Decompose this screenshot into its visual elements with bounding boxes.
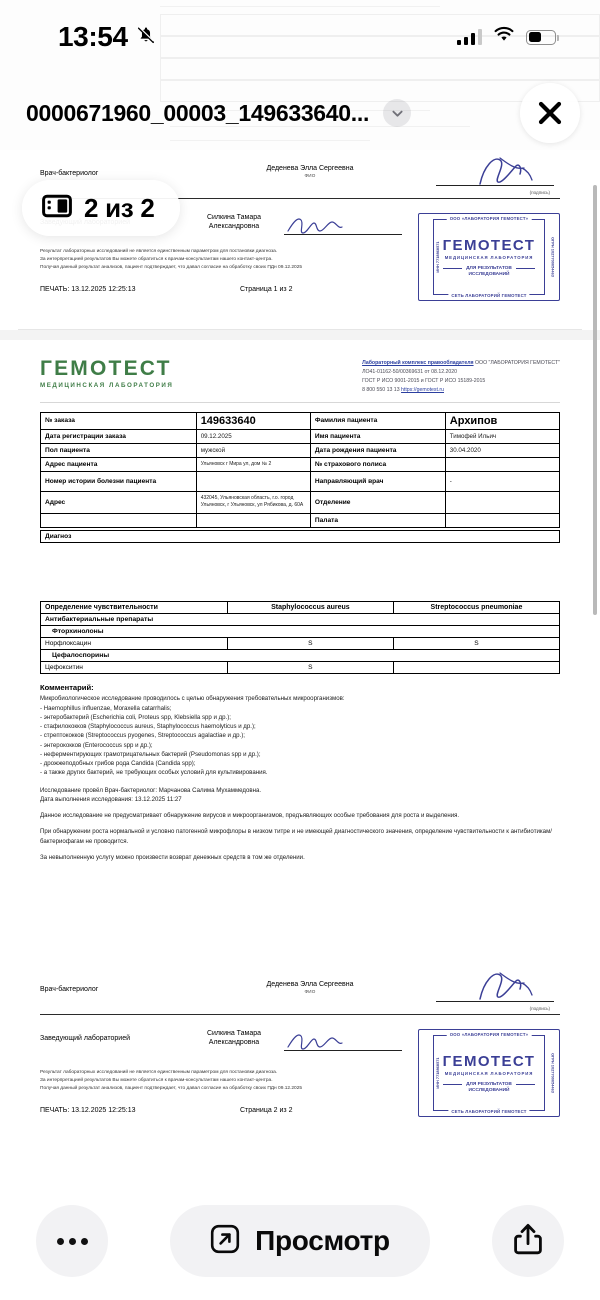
head-role: Заведующий лабораторией [40,1035,130,1042]
legal-line-2: За интерпретацией результатов Вы можете обратиться к врачам-консультантам нашего контакт-центра. [40,1077,273,1083]
stamp-mid-text: ДЛЯ РЕЗУЛЬТАТОВ [466,1081,512,1087]
table-header-row [41,601,560,613]
table-row [41,637,560,649]
signature-block [40,980,560,1117]
row-label-referring-doctor: Направляющий врач [310,471,445,491]
stamp-subtitle: МЕДИЦИНСКАЯ ЛАБОРАТОРИЯ [444,1070,534,1076]
title-bar [0,78,600,148]
comments-performed-date: Дата выполнения исследования: 13.12.2025 11:27 [40,795,182,803]
sens-col-header-0: Определение чувствительности [41,601,228,613]
row-value-patient-address: Ульяновск г Мира ул, дом № 2 [196,457,310,471]
table-row [41,661,560,673]
sens-drug-norfloxacin-v1: S [227,637,393,649]
row-value-department [445,491,559,513]
prev-head-name-1: Силкина Тамара [206,214,262,221]
row-label-patient-address: Адрес пациента [41,457,197,471]
comments-title: Комментарий: [40,682,94,692]
row-label-reg-date: Дата регистрации заказа [41,429,197,443]
wifi-icon [493,26,515,48]
table-row [41,491,560,513]
comments-bullet-2: - стафилококков (Staphylococcus aureus, Staphylococcus haemolyticus и др.); [40,723,256,730]
prev-stamp-mid: ДЛЯ РЕЗУЛЬТАТОВ [466,265,512,271]
doctor-name-caption: ФИО [304,989,316,995]
page-indicator-label: 2 из 2 [84,192,155,223]
row-value-address: 432045, Ульяновская область, г.о. город Ульяновск, г Ульяновск, ул Рябикова, д. 60А [196,491,310,513]
header-link-owner[interactable]: Лабораторный комплекс правообладателя [362,360,474,366]
prev-head-name-2: Александровна [208,223,260,231]
head-signature [278,1029,408,1055]
stamp-ogrn: ОГРН 1027700054463 [550,1053,556,1093]
preview-button-label: Просмотр [255,1225,390,1256]
table-row [41,443,560,457]
more-icon [57,1238,88,1245]
table-row [41,649,560,661]
row-value-order-no: 149633640 [196,412,310,429]
row-label-surname: Фамилия пациента [310,412,445,429]
header-phone: 8 800 550 13 13 [362,386,402,393]
sens-drug-cefoxitin-v2 [393,661,559,673]
table-row [41,457,560,471]
sens-col-header-1: Staphylococcus aureus [227,601,393,613]
share-icon [513,1222,543,1261]
sensitivity-table [40,601,560,674]
header-license: ЛО41-01162-50/00369631 от 08.12.2020 [362,368,458,375]
diagnosis-label: Диагноз [45,532,72,540]
comments-bullet-5: - неферментирующих грамотрицательных бактерий (Pseudomonas spp и др.); [40,750,261,758]
row-label-address: Адрес [41,491,197,513]
gemotest-logo [40,356,173,389]
header-gost: ГОСТ Р ИСО 9001-2015 и ГОСТ Р ИСО 15189-2015 [362,377,486,384]
comments-section [40,683,560,862]
status-time: 13:54 [58,21,128,52]
table-row [41,471,560,491]
stamp-inn: ИНН 7718868571 [435,1057,441,1089]
bottom-toolbar [0,1200,600,1300]
stamp-bottom-text: СЕТЬ ЛАБОРАТОРИЙ ГЕМОТЕСТ [448,1109,529,1114]
row-label-firstname: Имя пациента [310,429,445,443]
open-external-icon [210,1224,240,1259]
row-label-order-no: № заказа [41,412,197,429]
row-value-referring-doctor: - [445,471,559,491]
row-value-case-history [196,471,310,491]
doctor-signature [430,980,560,1011]
sens-col-header-2: Streptococcus pneumoniae [393,601,559,613]
sens-drug-cefoxitin-v1: S [227,661,393,673]
header-website-link[interactable]: https://gemotest.ru [401,386,444,393]
comments-paragraph-3: За невыполненную услугу можно произвести возврат денежных средств в том же отделении. [40,853,305,861]
comments-paragraph-2: При обнаружении роста нормальной и условно патогенной микрофлоры в низком титре и не имеющей диагностического значения, определение чувствительности к антибиотикам/бактериофагам не проводится. [40,828,552,845]
doctor-name: Деденева Элла Сергеевна [266,981,354,988]
comments-bullet-0: - Haemophillus influenzae, Moraxella catarrhalis; [40,704,172,712]
battery-icon [526,30,556,45]
head-name-2: Александровна [208,1039,260,1047]
row-label-case-history: Номер истории болезни пациента [41,471,197,491]
logo-name: ГЕМОТЕСТ [40,357,172,380]
head-name-1: Силкина Тамара [206,1030,262,1037]
row-value-firstname: Тимофей Ильич [445,429,559,443]
sens-drug-norfloxacin-v2: S [393,637,559,649]
stamp-logo: ГЕМОТЕСТ [442,1052,536,1070]
chevron-down-icon[interactable] [383,99,411,127]
header-owner-rest: ООО "ЛАБОРАТОРИЯ ГЕМОТЕСТ" [473,360,560,366]
row-label-department: Отделение [310,491,445,513]
prev-doctor-signature [430,164,560,195]
prev-stamp-logo: ГЕМОТЕСТ [442,236,536,254]
comments-performed-by: Исследование провёл Врач-бактериолог: Марчанова Салима Мухаммедовна. [40,786,262,794]
table-row [41,530,560,542]
row-label-birthdate: Дата рождения пациента [310,443,445,457]
row-value-empty [196,513,310,527]
close-button[interactable] [520,83,580,143]
close-icon [536,99,564,127]
share-button[interactable] [492,1205,564,1277]
comments-bullet-1: - энтеробактерий (Escherichia coli, Proteus spp, Klebsiella spp и др.); [40,713,231,721]
more-options-button[interactable] [36,1205,108,1277]
table-row [41,513,560,527]
diagnosis-table [40,530,560,543]
vertical-scrollbar[interactable] [593,185,597,615]
table-row [41,613,560,625]
row-label-sex: Пол пациента [41,443,197,457]
stamp-top-text: ООО «ЛАБОРАТОРИЯ ГЕМОТЕСТ» [447,1032,532,1037]
cellular-signal-icon [457,29,483,45]
diagnosis-value [196,530,559,542]
page-label: Страница 2 из 2 [240,1106,293,1114]
table-row [41,429,560,443]
row-value-policy-no [445,457,559,471]
prev-stamp-inn: ИНН 7718868571 [435,241,441,273]
comments-intro: Микробиологическое исследование проводилось с целью обнаружения требовательных микроорганизмов: [40,695,345,703]
prev-stamp-subtitle: МЕДИЦИНСКАЯ ЛАБОРАТОРИЯ [444,254,534,260]
preview-button[interactable] [170,1205,430,1277]
document-page-2 [18,340,582,1135]
comments-paragraph-1: Данное исследование не предусматривает обнаружение вирусов и микроорганизмов, предъявляющих особые требования для роста и выделения. [40,812,460,819]
page-indicator [22,180,180,236]
laboratory-stamp [418,1029,560,1117]
prev-signature-caption: (подпись) [529,190,550,195]
document-scroll-area[interactable] [0,150,600,1200]
sens-group-label: Антибактериальные препараты [41,613,560,625]
sens-drug-norfloxacin: Норфлоксацин [41,637,228,649]
row-label-ward: Палата [310,513,445,527]
comments-bullet-7: - а также других бактерий, не требующих особых условий для культивирования. [40,769,268,777]
prev-laboratory-stamp [418,213,560,301]
sens-drug-cefoxitin: Цефокситин [41,661,228,673]
signature-caption: (подпись) [529,1006,550,1011]
comments-bullet-6: - дрожжеподобных грибов рода Candida (Candida spp); [40,760,196,767]
print-label: ПЕЧАТЬ: 13.12.2025 12:25:13 [40,1106,136,1114]
doctor-role: Врач-бактериолог [40,986,99,993]
prev-stamp-mid2: ИССЛЕДОВАНИЙ [468,271,510,277]
prev-stamp-ogrn: ОГРН 1027700054463 [550,237,556,277]
prev-doctor-name: Деденева Элла Сергеевна [266,165,354,172]
prev-stamp-bottom: СЕТЬ ЛАБОРАТОРИЙ ГЕМОТЕСТ [448,293,529,298]
logo-subtitle: МЕДИЦИНСКАЯ ЛАБОРАТОРИЯ [40,382,174,389]
row-value-surname: Архипов [445,412,559,429]
prev-legal-1: Результат лабораторных исследований не является единственным параметром для постановки диагноза. [40,249,278,254]
previous-page-sheet [18,150,582,330]
prev-stamp-top: ООО «ЛАБОРАТОРИЯ ГЕМОТЕСТ» [447,216,532,221]
table-row [41,412,560,429]
sens-section-cephalosporins: Цефалоспорины [41,649,560,661]
page-title: 0000671960_00003_149633640... [26,99,370,126]
row-label-policy-no: № страхового полиса [310,457,445,471]
stamp-mid-text2: ИССЛЕДОВАНИЙ [468,1087,510,1093]
comments-bullet-4: - энтерококков (Enterococcus spp и др.); [40,741,153,749]
prev-legal-2: За интерпретацией результатов Вы можете обратиться к врачам-консультантам нашего контакт-центра. [40,256,273,262]
prev-head-signature [278,213,408,239]
header-legal-info [362,356,560,395]
page-separator [0,330,600,340]
table-row [41,625,560,637]
row-value-ward [445,513,559,527]
row-value-sex: мужской [196,443,310,457]
row-value-reg-date: 09.12.2025 [196,429,310,443]
prev-legal-3: Получая данный результат анализов, пациент подтверждает, что давал согласие на обработку своих ПДн 09.12.2025 [40,264,303,270]
prev-page-label: Страница 1 из 2 [240,285,293,293]
status-bar [0,0,600,74]
bell-slash-icon [135,24,157,51]
row-label-empty [41,513,197,527]
pages-icon [42,194,72,223]
patient-info-table [40,412,560,528]
comments-bullet-3: - стрептококков (Streptococcus pyogenes, Streptococcus agalactiae и др.); [40,732,245,740]
prev-doctor-role: Врач-бактериолог [40,170,99,177]
row-value-birthdate: 30.04.2020 [445,443,559,457]
legal-line-3: Получая данный результат анализов, пациент подтверждает, что давал согласие на обработку своих ПДн 09.12.2025 [40,1085,303,1091]
prev-doctor-name-caption: ФИО [304,173,316,179]
sens-section-fluoroquinolones: Фторхинолоны [41,625,560,637]
legal-line-1: Результат лабораторных исследований не является единственным параметром для постановки диагноза. [40,1070,278,1075]
prev-print-label: ПЕЧАТЬ: 13.12.2025 12:25:13 [40,285,136,293]
